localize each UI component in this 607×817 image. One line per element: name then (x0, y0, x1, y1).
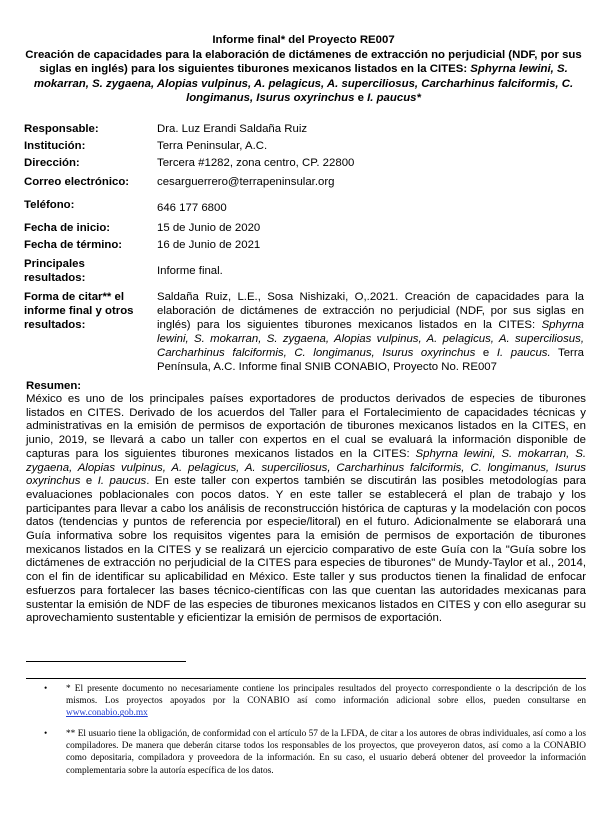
field-label: Forma de citar** el informe final y otros resultados: (24, 291, 134, 331)
footnote-text (66, 683, 586, 720)
resumen-species: Sphyrna lewini, S. mokarran, S. zygaena, Alopias vulpinus, A. pelagicus, A. superciliosus, Carcharhinus falciformis, C. longimanus, Isurus oxyrinchus (26, 447, 586, 488)
footnote-separator (26, 661, 186, 662)
resumen-body (26, 393, 586, 626)
field-label: Responsable: (24, 123, 99, 135)
resumen-text: México es uno de los principales países exportadores de productos derivados de especies de tiburones listados en CITES. Derivado de los acuerdos del Taller para el Fortalecimiento de capacidades técnicas y administrativas en la emisión de permisos de exportación de tiburones mexicanos listados en la CITES, en junio, 2019, se llevará a cabo un taller con expertos en el cual se evaluará la información disponible de capturas para los siguientes tiburones mexicanos listados en la CITES: (26, 393, 586, 460)
footnote-rule (26, 678, 586, 679)
field-value: 15 de Junio de 2020 (157, 222, 261, 234)
field-value: Dra. Luz Erandi Saldaña Ruiz (157, 123, 308, 135)
subtitle-species-last: I. paucus* (367, 92, 421, 105)
field-label: Principales resultados: (24, 258, 86, 284)
resumen-species-last: I. paucus (97, 475, 147, 488)
report-header (20, 33, 587, 106)
field-label: Dirección: (24, 157, 80, 169)
bullet-icon: • (44, 729, 48, 739)
citation-species-last: I. paucus. (496, 347, 551, 359)
field-value: 16 de Junio de 2021 (157, 239, 261, 251)
bullet-icon: • (44, 684, 48, 694)
field-value: cesarguerrero@terrapeninsular.org (157, 176, 335, 188)
resumen-heading: Resumen: (26, 380, 82, 392)
field-label: Institución: (24, 140, 86, 152)
field-label: Fecha de término: (24, 239, 123, 251)
field-label: Teléfono: (24, 199, 75, 211)
subtitle-conjunction: e (354, 92, 368, 105)
footnote-1-text: * El presente documento no necesariamente contiene los principales resultados del proyecto correspondiente o la descripción de los mismos. Los proyectos apoyados por la CONABIO así como información adicional sobre ellos, pueden consultarse en (66, 684, 586, 707)
field-value: Terra Peninsular, A.C. (157, 140, 268, 152)
field-label: Correo electrónico: (24, 176, 130, 188)
conabio-link[interactable]: www.conabio.gob.mx (66, 708, 148, 719)
subtitle-species: Sphyrna lewini, S. mokarran, S. zygaena, Alopias vulpinus, A. pelagicus, A. superciliosus, Carcharhinus falciformis, C. longimanus, Isurus oxyrinchus (33, 63, 574, 105)
subtitle-text: Creación de capacidades para la elaboración de dictámenes de extracción no perjudicial (NDF, por sus siglas en inglés) para los siguientes tiburones mexicanos listados en la CITES: (25, 48, 582, 76)
resumen-text-continued: . En este taller con expertos también se discutirán las posibles metodologías para evaluaciones poblacionales con pocos datos. Y en este taller se establecerá el plan de trabajo y los participantes para llevar a cabo los análisis de reconstrucción histórica de capturas y la modelación con pocos datos (tendencias y puntos de referencia por especie/litoral) en el futuro. Adicionalmente se elaborará una Guía informativa sobre los requisitos vigentes para la emisión de permisos de exportación de tiburones mexicanos listados en la CITES y se realizará un ejercicio comparativo de este Guía con la "Guía sobre los dictámenes de extracción no perjudicial de la CITES para especies de tiburones" de Mundy-Taylor et al., 2014, con el fin de identificar su aplicabilidad en México. Este taller y sus productos tienen la finalidad de enfocar esfuerzos para fortalecer las bases técnico-científicas con las que cuentan las autoridades mexicanas para sustentar la emisión de NDF de las especies de tiburones mexicanos listados en CITES y con ello asegurar su aprovechamiento sustentable y eficientizar la emisión de permisos de exportación. (26, 475, 586, 625)
citation-plain: Saldaña Ruiz, L.E., Sosa Nishizaki, O,.2021. Creación de capacidades para la elaboración de dictámenes de extracción no perjudicial (NDF, por sus siglas en inglés) para los siguientes tiburones mexicanos listados en la CITES: (157, 291, 584, 331)
resumen-conjunction: e (80, 475, 98, 488)
report-title: Informe final* del Proyecto RE007 (212, 34, 395, 46)
citation-conjunction: e (475, 347, 497, 359)
citation-species: Sphyrna lewini, S. mokarran, S. zygaena, Alopias vulpinus, A. pelagicus, A. superciliosus, Carcharhinus falciformis, C. longimanus, Isurus oxyrinchus (157, 319, 584, 359)
footnote-2-text: ** El usuario tiene la obligación, de conformidad con el artículo 57 de la LFDA, de citar a los autores de obras individuales, así como a los compiladores. De manera que deberán citarse todos los responsables de los proyectos, que proveyeron datos, así como a la CONABIO como depositaria, compiladora y proveedora de la información. En su caso, el usuario deberá obtener del proveedor la información complementaria sobre la autoría específica de los datos. (66, 729, 586, 776)
field-label: Fecha de inicio: (24, 222, 111, 234)
field-value: 646 177 6800 (157, 202, 227, 214)
citation-source: Terra Península, A.C. Informe final SNIB CONABIO, Proyecto No. RE007 (157, 347, 584, 373)
citation-text (157, 290, 584, 374)
field-value: Tercera #1282, zona centro, CP. 22800 (157, 157, 355, 169)
field-value: Informe final. (157, 265, 223, 277)
report-subtitle (20, 48, 587, 106)
